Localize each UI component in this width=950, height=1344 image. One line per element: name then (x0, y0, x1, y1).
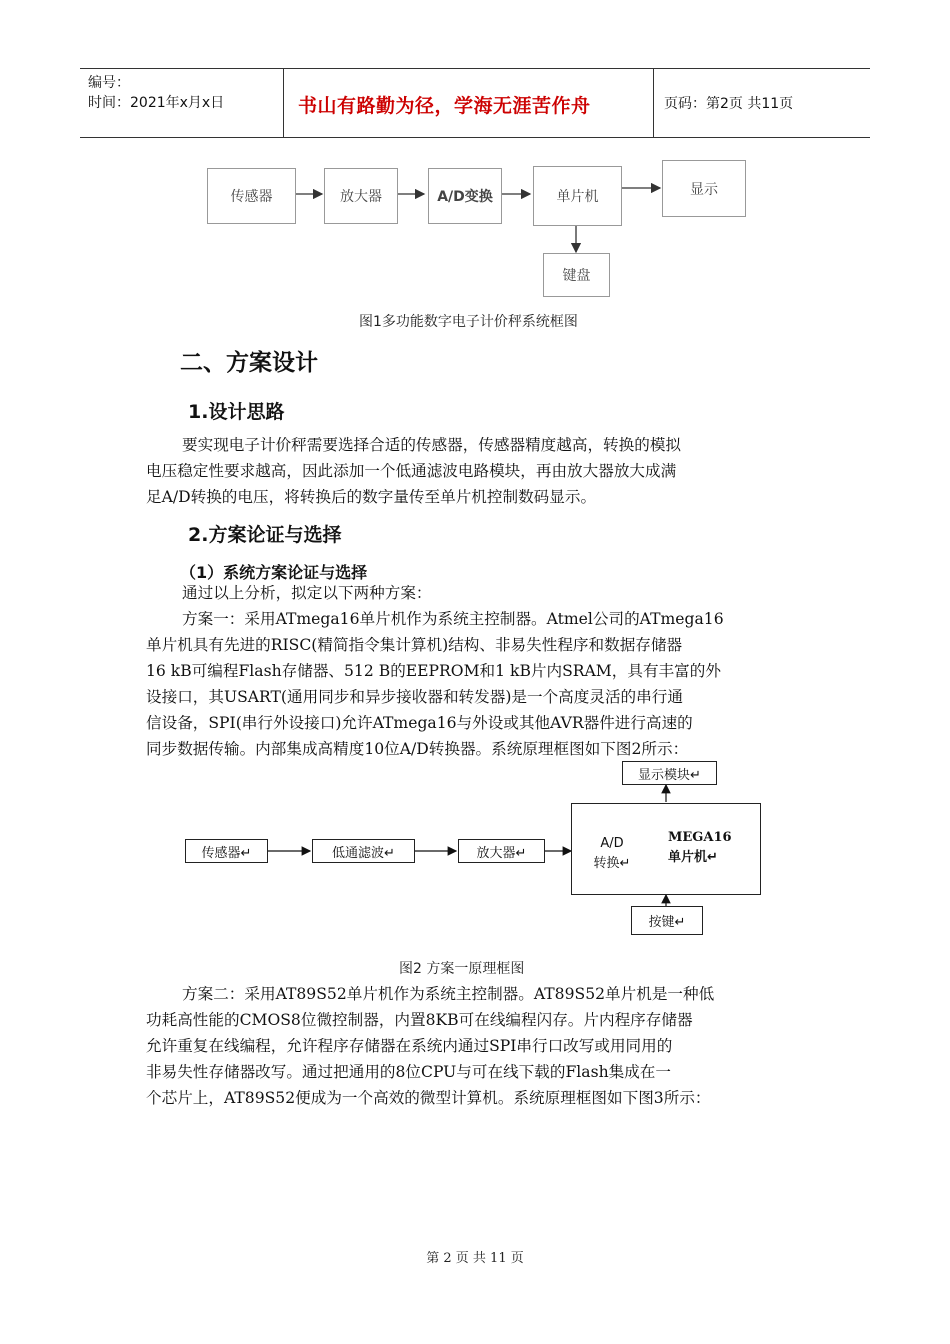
motto: 书山有路勤为径，学海无涯苦作舟 (298, 95, 591, 117)
mcu-label-line1: MEGA16 (668, 830, 732, 845)
section-title: 二、方案设计 (180, 350, 318, 376)
scheme-one-paragraph (146, 580, 810, 762)
text-line: 16 kB可编程Flash存储器、512 B的EEPROM和1 kB片内SRAM，具有丰富的外 (146, 662, 721, 680)
fig1-mcu-box: 单片机 (533, 166, 622, 226)
adc-label-line1: A/D (600, 836, 624, 851)
design-idea-paragraph (146, 432, 810, 510)
number-label: 编号： (88, 75, 130, 91)
fig2-amp-box: 放大器↵ (458, 839, 545, 863)
subsubsection-system: （1）系统方案论证与选择 (180, 563, 368, 582)
text-line: 通过以上分析，拟定以下两种方案： (182, 584, 432, 602)
text-line: 单片机具有先进的RISC(精简指令集计算机)结构、非易失性程序和数据存储器 (146, 636, 683, 654)
page-label: 页码：第2页 共11页 (664, 96, 794, 112)
text-line: 非易失性存储器改写。通过把通用的8位CPU与可在线下载的Flash集成在一 (146, 1063, 671, 1081)
scheme-two-paragraph (146, 981, 810, 1111)
adc-label (592, 834, 632, 874)
text-line: 设接口，其USART(通用同步和异步接收器和转发器)是一个高度灵活的串行通 (146, 688, 683, 706)
figure2-caption: 图2 方案一原理框图 (399, 961, 525, 977)
fig1-adc-box: A/D变换 (428, 168, 502, 224)
subsection-design-idea: 1.设计思路 (188, 401, 285, 423)
text-line: 同步数据传输。内部集成高精度10位A/D转换器。系统原理框图如下图2所示： (146, 740, 689, 758)
fig1-amp-box: 放大器 (324, 168, 398, 224)
text-line: 电压稳定性要求越高，因此添加一个低通滤波电路模块，再由放大器放大成满 (146, 462, 677, 480)
fig1-display-box: 显示 (662, 160, 746, 217)
fig1-keyboard-box: 键盘 (543, 253, 610, 297)
text-line: 方案二：采用AT89S52单片机作为系统主控制器。AT89S52单片机是一种低 (182, 985, 715, 1003)
time-label: 时间：2021年x月x日 (88, 95, 225, 111)
fig2-mcu-box (571, 803, 761, 895)
text-line: 足A/D转换的电压，将转换后的数字量传至单片机控制数码显示。 (146, 488, 597, 506)
adc-label-line2: 转换↵ (593, 856, 631, 871)
fig1-sensor-box: 传感器 (207, 168, 296, 224)
mcu-label-line2: 单片机↵ (668, 850, 718, 865)
text-line: 功耗高性能的CMOS8位微控制器，内置8KB可在线编程闪存。片内程序存储器 (146, 1011, 693, 1029)
fig2-display-box: 显示模块↵ (622, 761, 717, 785)
text-line: 要实现电子计价秤需要选择合适的传感器，传感器精度越高，转换的模拟 (182, 436, 682, 454)
text-line: 信设备，SPI(串行外设接口)允许ATmega16与外设或其他AVR器件进行高速的 (146, 714, 693, 732)
text-line: 允许重复在线编程，允许程序存储器在系统内通过SPI串行口改写或用同用的 (146, 1037, 673, 1055)
figure1-caption: 图1多功能数字电子计价秤系统框图 (359, 314, 578, 330)
fig2-filter-box: 低通滤波↵ (312, 839, 415, 863)
page-footer: 第 2 页 共 11 页 (426, 1251, 524, 1266)
fig2-sensor-box: 传感器↵ (185, 839, 268, 863)
subsection-scheme: 2.方案论证与选择 (188, 524, 342, 546)
fig2-key-box: 按键↵ (631, 906, 703, 935)
text-line: 个芯片上，AT89S52便成为一个高效的微型计算机。系统原理框图如下图3所示： (146, 1089, 711, 1107)
text-line: 方案一：采用ATmega16单片机作为系统主控制器。Atmel公司的ATmega16 (182, 610, 724, 628)
mcu-label (668, 828, 732, 868)
figure1-diagram (0, 0, 950, 330)
